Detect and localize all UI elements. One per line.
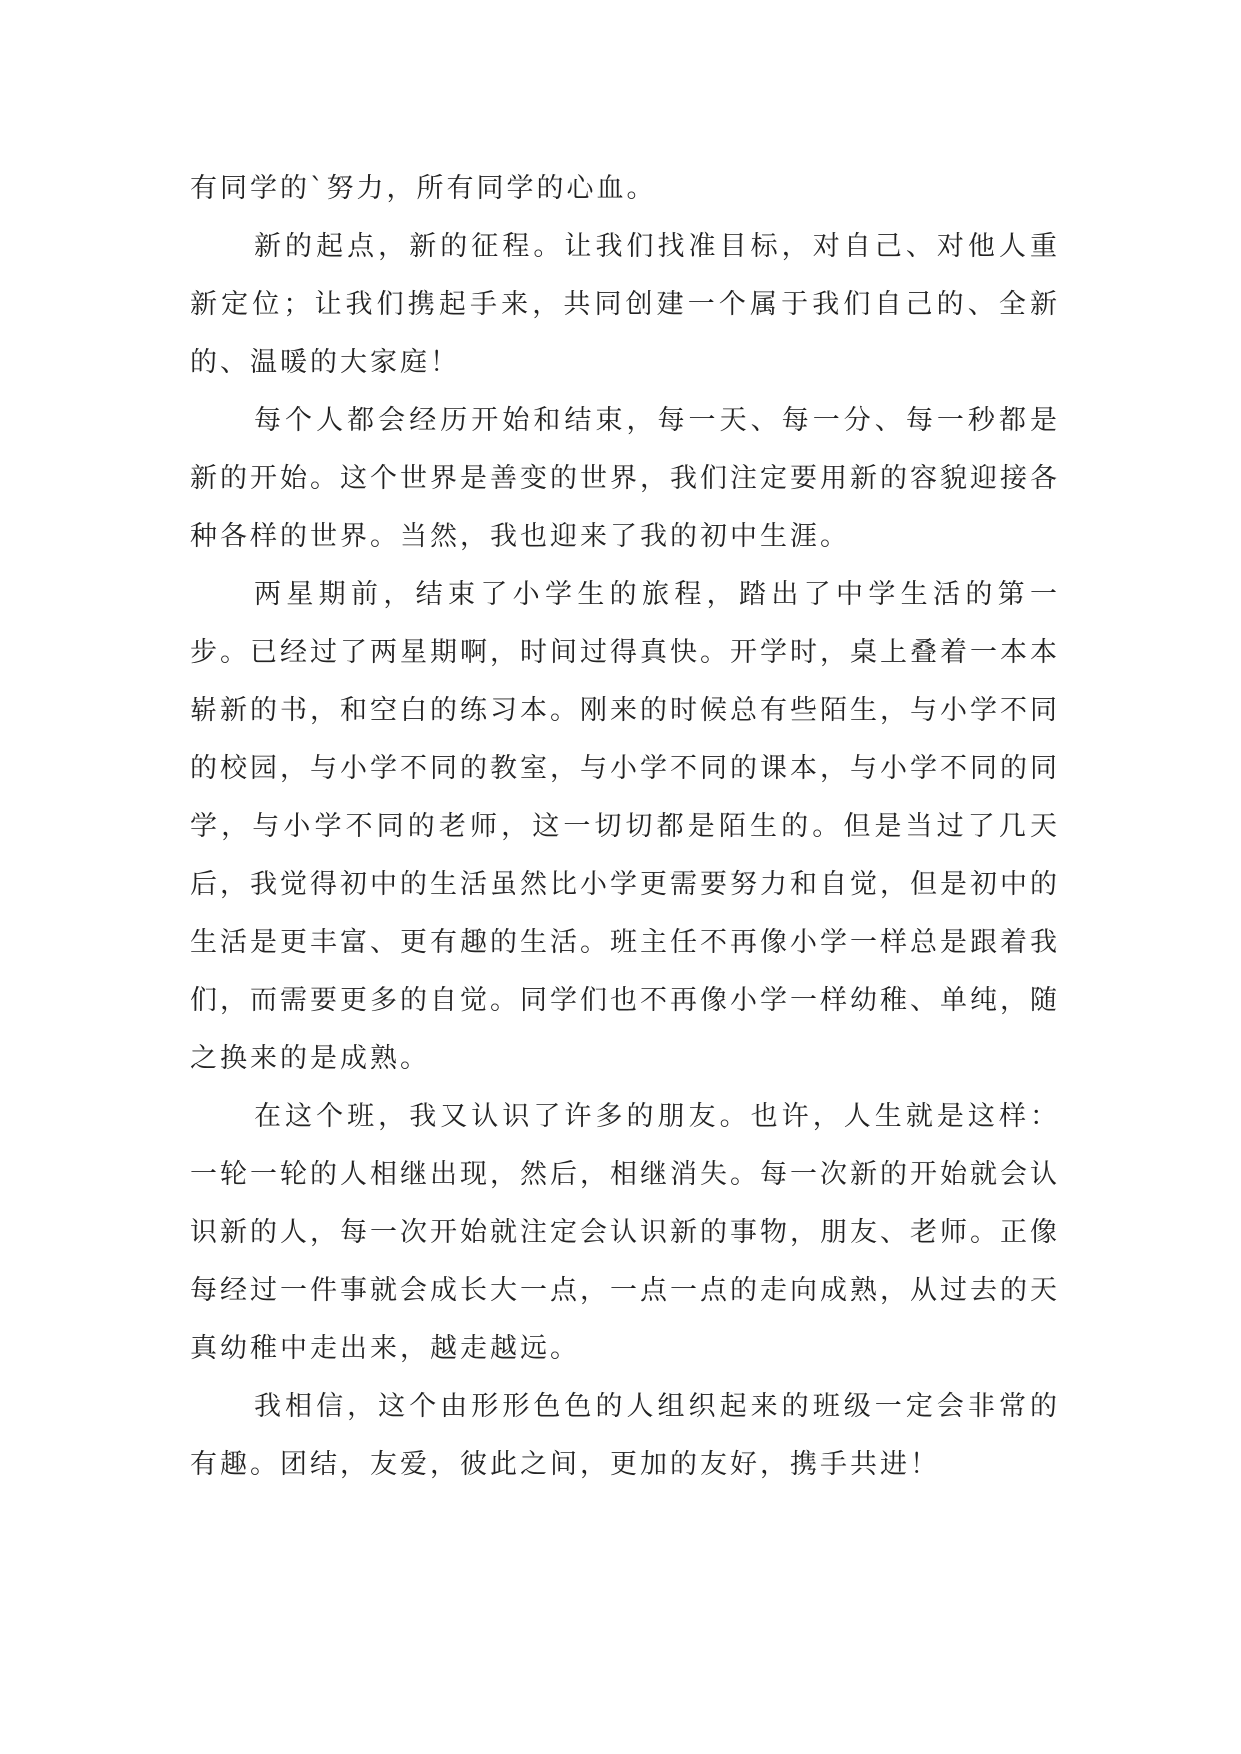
document-body (190, 160, 1060, 1494)
paragraph-4: 两星期前，结束了小学生的旅程，踏出了中学生活的第一步。已经过了两星期啊，时间过得真快。开学时，桌上叠着一本本崭新的书，和空白的练习本。刚来的时候总有些陌生，与小学不同的校园，与小学不同的教室，与小学不同的课本，与小学不同的同学，与小学不同的老师，这一切切都是陌生的。但是当过了几天后，我觉得初中的生活虽然比小学更需要努力和自觉，但是初中的生活是更丰富、更有趣的生活。班主任不再像小学一样总是跟着我们，而需要更多的自觉。同学们也不再像小学一样幼稚、单纯，随之换来的是成熟。 (190, 579, 1060, 1074)
paragraph-5: 在这个班，我又认识了许多的朋友。也许，人生就是这样：一轮一轮的人相继出现，然后，相继消失。每一次新的开始就会认识新的人，每一次开始就注定会认识新的事物，朋友、老师。正像每经过一件事就会成长大一点，一点一点的走向成熟，从过去的天真幼稚中走出来，越走越远。 (190, 1101, 1060, 1364)
paragraph-3: 每个人都会经历开始和结束，每一天、每一分、每一秒都是新的开始。这个世界是善变的世界，我们注定要用新的容貌迎接各种各样的世界。当然，我也迎来了我的初中生涯。 (190, 405, 1060, 552)
paragraph-1: 有同学的`努力，所有同学的心血。 (190, 173, 657, 204)
paragraph-6: 我相信，这个由形形色色的人组织起来的班级一定会非常的有趣。团结，友爱，彼此之间，更加的友好，携手共进！ (190, 1391, 1060, 1480)
paragraph-2: 新的起点，新的征程。让我们找准目标，对自己、对他人重新定位；让我们携起手来，共同创建一个属于我们自己的、全新的、温暖的大家庭！ (190, 231, 1060, 378)
